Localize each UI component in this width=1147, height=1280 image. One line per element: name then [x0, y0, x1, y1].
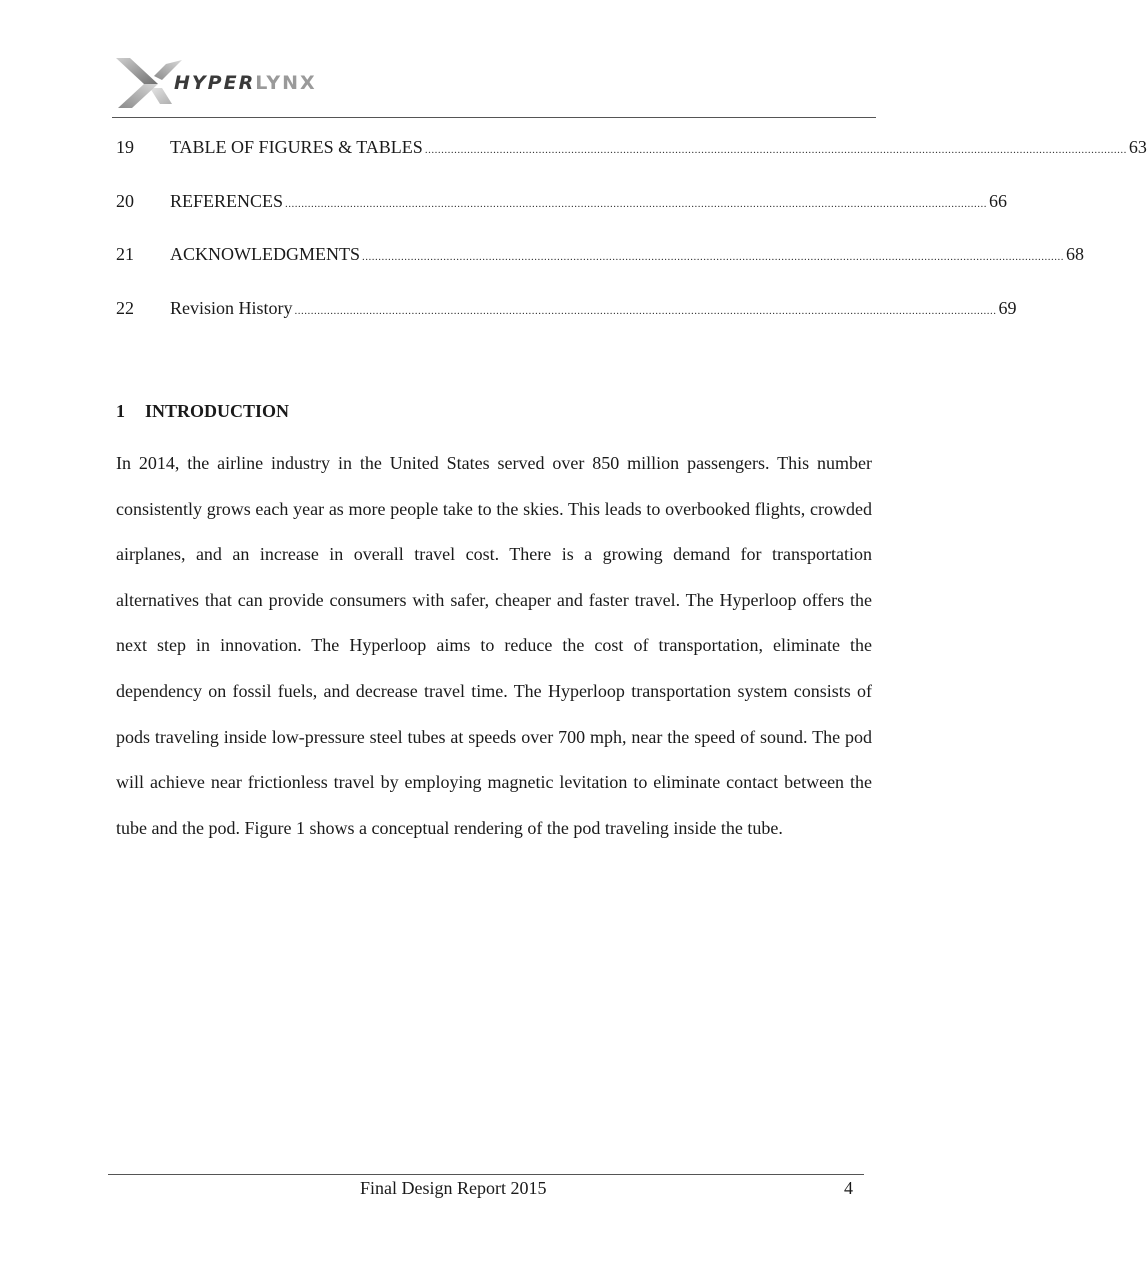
toc-leader-dots: ........................................................................................................................................................................................................................: [285, 197, 988, 210]
toc-entry[interactable]: [116, 137, 1147, 191]
toc-entry-page: 68: [1065, 244, 1084, 264]
section-heading: [116, 401, 289, 422]
page-number: 4: [844, 1178, 853, 1198]
toc-entry-title: Revision History: [170, 297, 293, 318]
toc-entry-number: 22: [116, 297, 134, 318]
toc-entry-number: 21: [116, 244, 134, 264]
logo-wordmark-hyper: HYPER: [174, 72, 256, 94]
table-of-contents: [116, 137, 1147, 351]
toc-entry-page: 63: [1128, 137, 1147, 157]
toc-entry-number: 20: [116, 190, 134, 211]
header-divider: [112, 117, 876, 118]
toc-entry-page: 69: [998, 297, 1017, 318]
footer-divider: [108, 1174, 864, 1175]
toc-entry[interactable]: [116, 244, 1084, 298]
toc-leader-dots: ........................................................................................................................................................................................................................: [361, 251, 1064, 263]
toc-leader-dots: ........................................................................................................................................................................................................................: [294, 304, 997, 317]
section-number: 1: [116, 401, 125, 421]
toc-leader-dots: ........................................................................................................................................................................................................................: [424, 144, 1127, 156]
footer-title: Final Design Report 2015: [360, 1178, 547, 1198]
page-header: [112, 52, 876, 118]
toc-entry[interactable]: [116, 190, 1008, 245]
logo-wordmark: [174, 72, 317, 94]
toc-entry-title: ACKNOWLEDGMENTS: [170, 244, 360, 264]
toc-entry-title: TABLE OF FIGURES & TABLES: [170, 137, 423, 157]
section-title: INTRODUCTION: [145, 401, 290, 421]
toc-entry-page: 66: [989, 190, 1008, 211]
toc-entry-title: REFERENCES: [170, 190, 284, 211]
toc-entry[interactable]: [116, 297, 1017, 352]
introduction-paragraph: In 2014, the airline industry in the United States served over 850 million passengers. This number consistently grows each year as more people take to the skies. This leads to overbooked flights, crowded airplanes, and an increase in overall travel cost. There is a growing demand for transportation alternatives that can provide consumers with safer, cheaper and faster travel. The Hyperloop offers the next step in innovation. The Hyperloop aims to reduce the cost of transportation, eliminate the dependency on fossil fuels, and decrease travel time. The Hyperloop transportation system consists of pods traveling inside low-pressure steel tubes at speeds over 700 mph, near the speed of sound. The pod will achieve near frictionless travel by employing magnetic levitation to eliminate contact between the tube and the pod. Figure 1 shows a conceptual rendering of the pod traveling inside the tube.: [116, 453, 872, 838]
toc-entry-number: 19: [116, 137, 134, 157]
logo-wordmark-lynx: LYNX: [255, 72, 317, 94]
